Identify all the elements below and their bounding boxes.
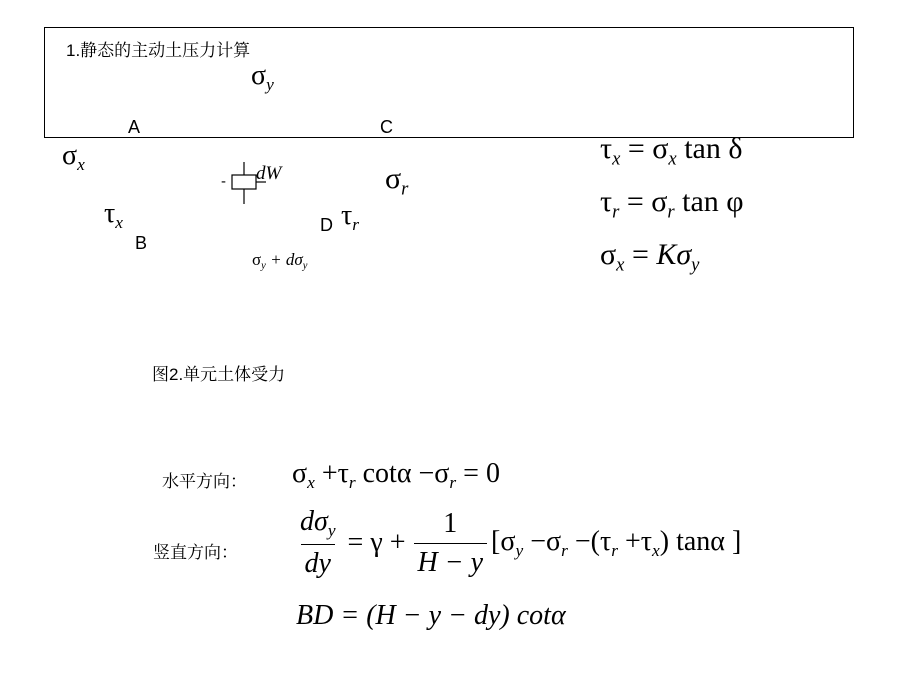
equation-tau-r: $\tau_r = \sigma_r$ tan φ bbox=[600, 185, 744, 223]
sigma-r-label: $\sigma_r$ bbox=[385, 162, 409, 200]
sigma-x-left: $\sigma_x$ bbox=[62, 140, 85, 175]
weight-dash: - bbox=[221, 173, 226, 190]
horizontal-equation: $\sigma_x +\tau_r$ $\cot\alpha -\sigma_r = 0$ bbox=[292, 458, 500, 493]
dw-label: dW bbox=[256, 163, 282, 184]
point-c-label: C bbox=[380, 117, 393, 137]
vertical-equation: $\frac{d\sigma_y}{dy}$ = γ + $\frac{1}{H - y}$ [$\sigma_y -\sigma_r -(\tau_r +\tau_x)$ tanα ] bbox=[292, 506, 741, 580]
tau-x-label: $\tau_x$ bbox=[104, 198, 123, 233]
tau-r-label: $\tau_r$ bbox=[341, 200, 360, 235]
equation-sigma-x: $\sigma_x = K\sigma_y$ bbox=[600, 238, 700, 276]
sigma-y-top: $\sigma_y$ bbox=[251, 60, 274, 95]
point-a-label: A bbox=[128, 117, 141, 137]
bd-equation: BD = (H − y − dy) cotα bbox=[296, 600, 566, 631]
slide-title: 1.静态的主动土压力计算 bbox=[66, 41, 251, 60]
horizontal-label: 水平方向： bbox=[162, 472, 247, 491]
reciprocal-fraction: $\frac{1}{H - y}$ bbox=[414, 508, 488, 579]
vertical-label: 竖直方向： bbox=[153, 543, 238, 562]
point-d-label: D bbox=[320, 215, 333, 235]
equation-tau-x: $\tau_x = \sigma_x$ tan δ bbox=[600, 132, 743, 170]
derivative-fraction: $\frac{d\sigma_y}{dy}$ bbox=[300, 506, 336, 580]
sigma-y-bottom: $\sigma_y + d\sigma_y$ bbox=[252, 250, 308, 272]
figure-caption: 图2.单元土体受力 bbox=[152, 365, 286, 384]
point-b-label: B bbox=[135, 233, 148, 253]
